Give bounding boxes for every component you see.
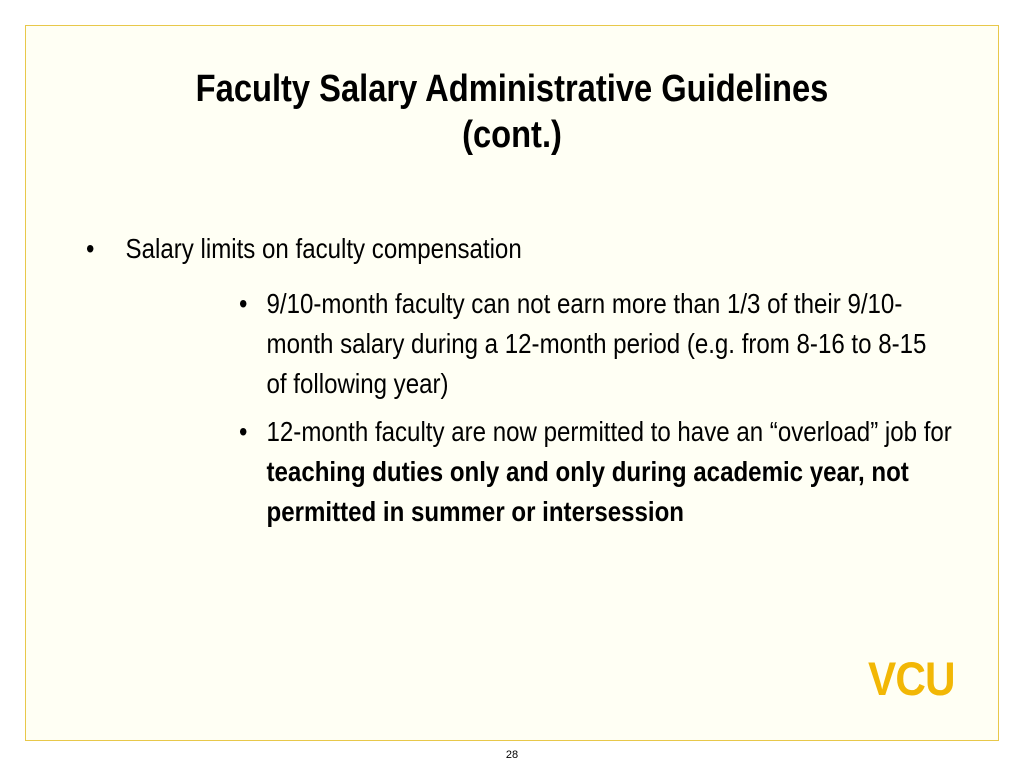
page-number: 28 [505, 749, 519, 761]
title-line-2: (cont.) [462, 114, 562, 156]
sub-bullet-marker: • [239, 416, 248, 447]
title-line-1: Faculty Salary Administrative Guidelines [195, 68, 829, 110]
sub-bullet-9-10-month [239, 284, 953, 404]
slide-title [72, 66, 953, 158]
sub-bullet-12-month [239, 412, 953, 532]
sub-bullet-marker: • [239, 288, 248, 319]
bullet-text: Salary limits on faculty compensation [125, 233, 522, 264]
bullet-salary-limits [86, 230, 522, 268]
bullet-marker: • [86, 233, 95, 264]
sub-bullet-list [239, 284, 953, 540]
sub-bullet-bold-text: teaching duties only and only during academic year, not permitted in summer or intersession [266, 456, 909, 527]
vcu-logo: VCU [868, 652, 955, 705]
sub-bullet-text: 9/10-month faculty can not earn more than 1/3 of their 9/10-month salary during a 12-month period (e.g. from 8-16 to 8-15 of following year) [266, 288, 927, 399]
sub-bullet-text: 12-month faculty are now permitted to have an “overload” job for [266, 416, 952, 447]
